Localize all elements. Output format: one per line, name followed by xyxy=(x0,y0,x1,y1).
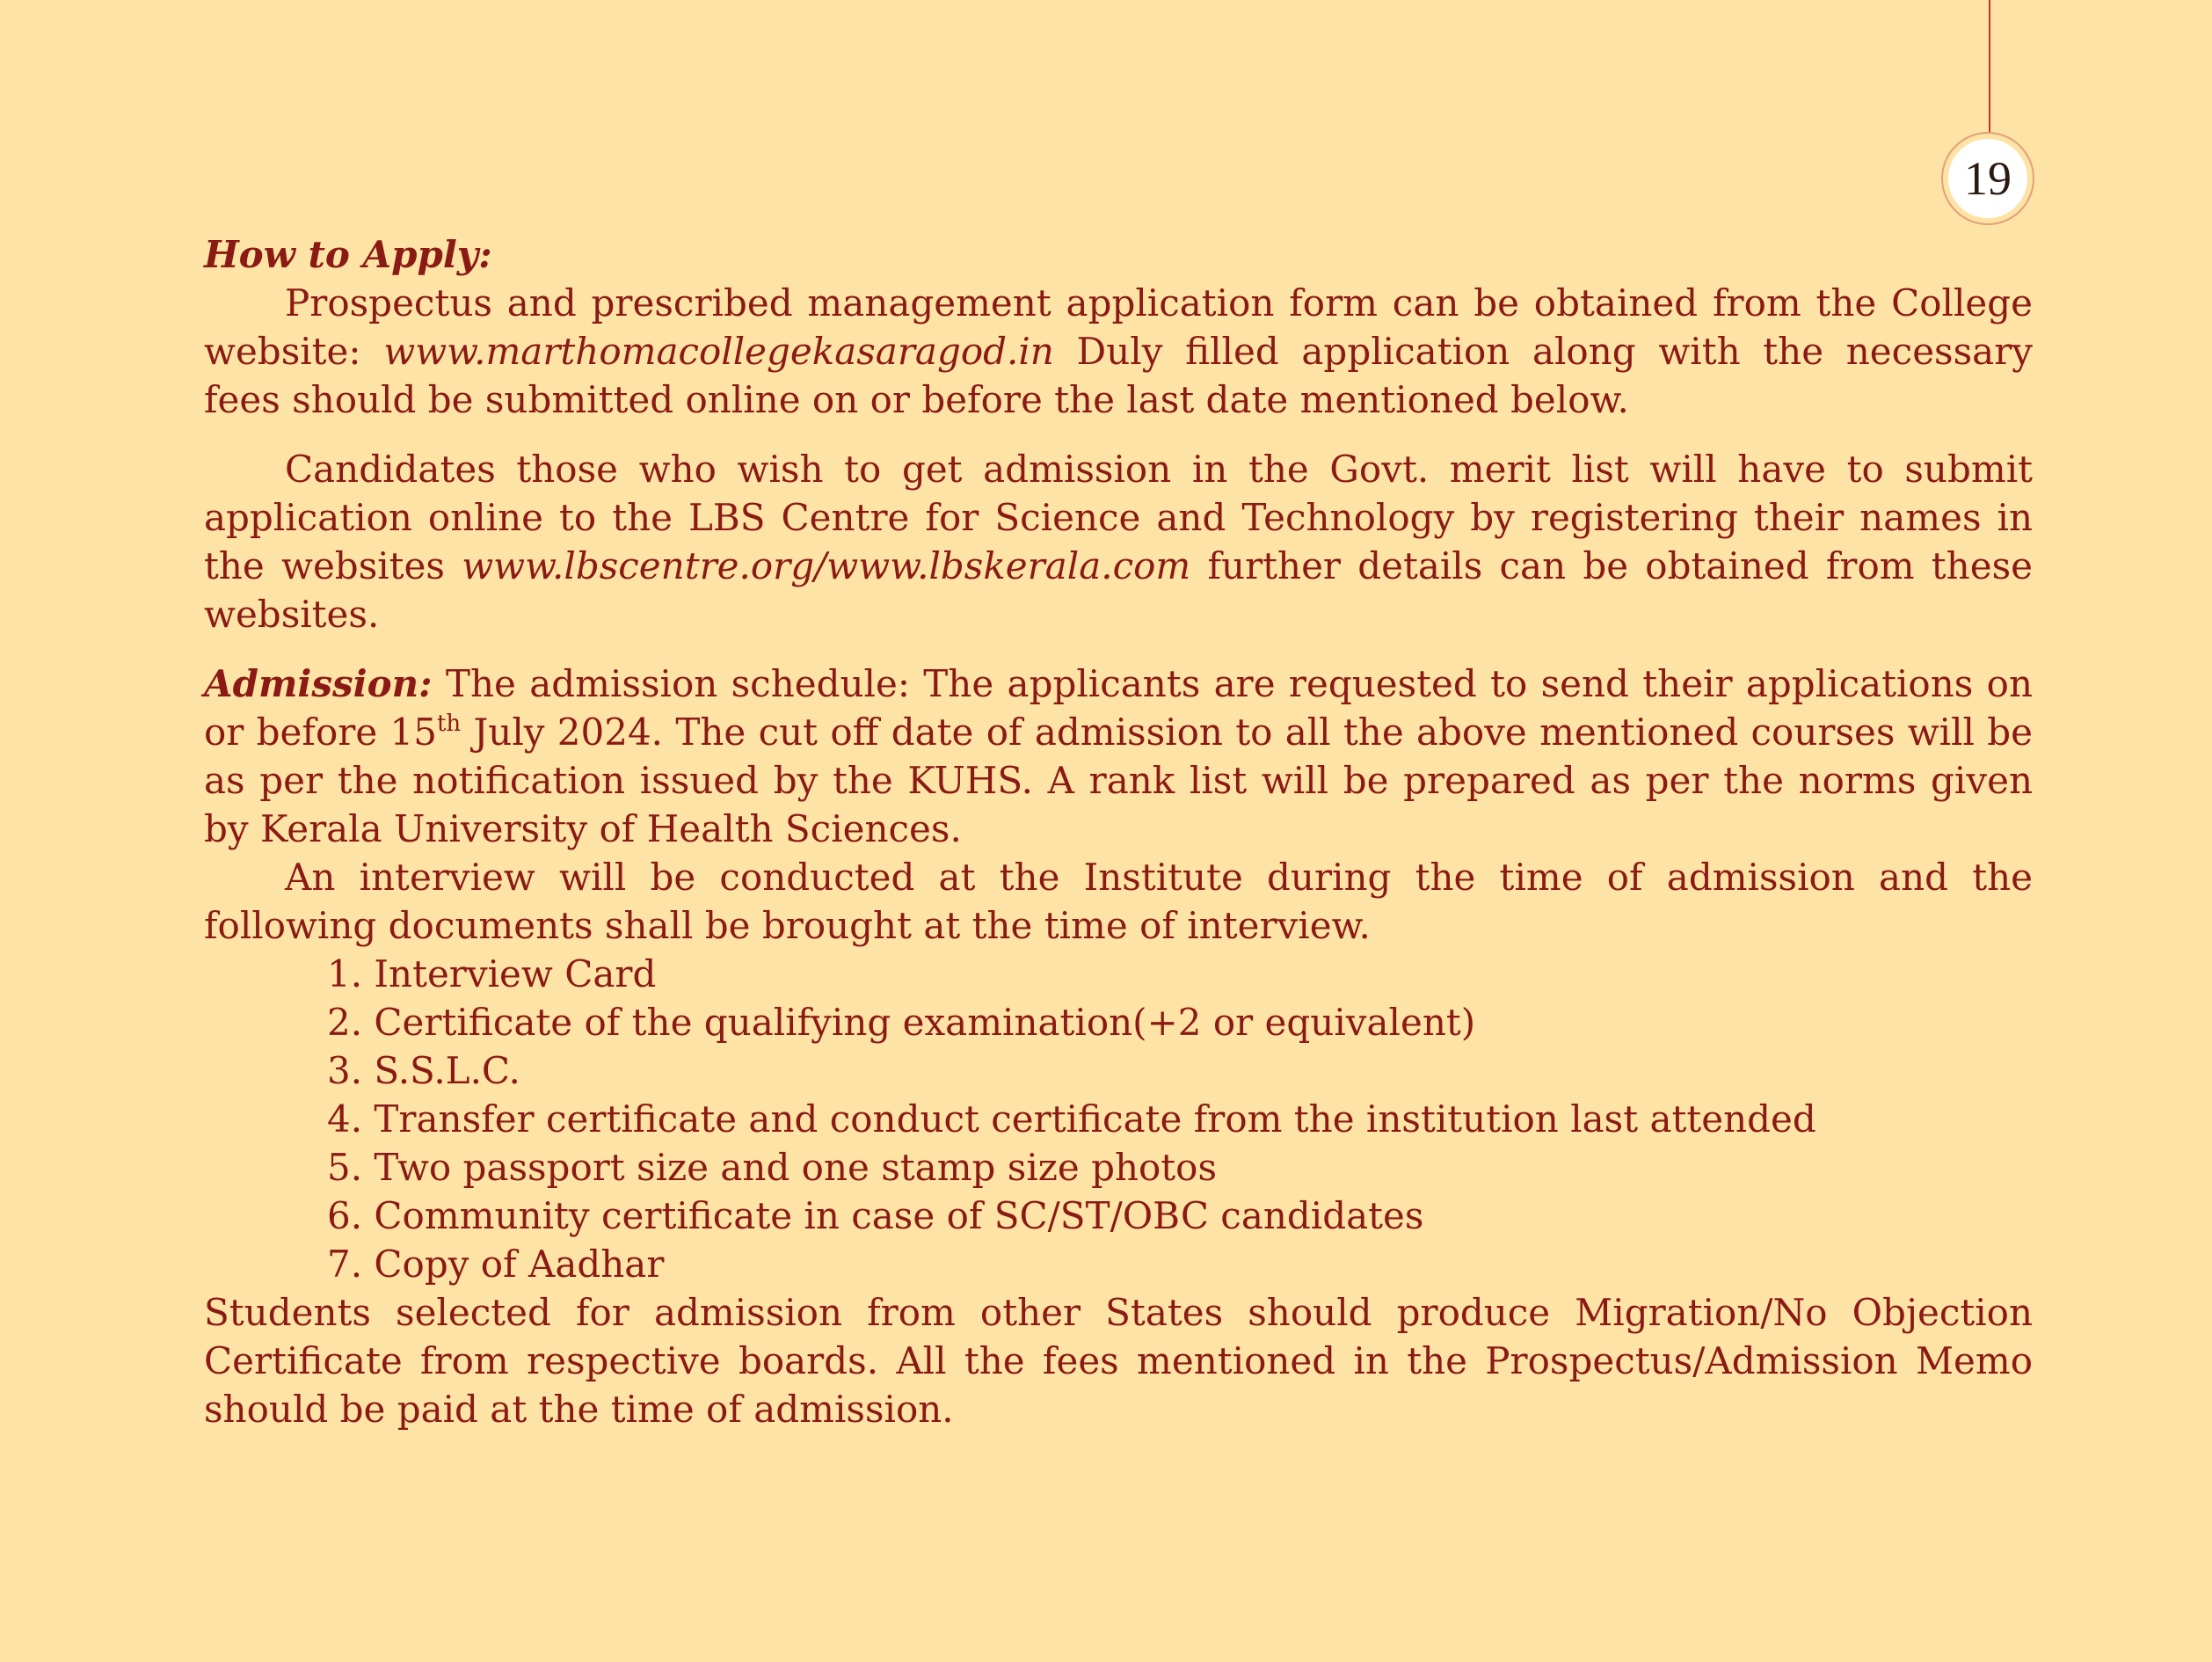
document-item: 6. Community certificate in case of SC/ST/OBC candidates xyxy=(327,1194,1424,1237)
para1-text-before-link: Prospectus and prescribed management application form can be obtained from the College website: xyxy=(204,281,2033,373)
lbs-website-link[interactable]: www.lbscentre.org/www.lbskerala.com xyxy=(462,544,1191,587)
how-to-apply-paragraph-2 xyxy=(204,445,2033,638)
document-body xyxy=(204,230,2033,1433)
document-item: 7. Copy of Aadhar xyxy=(327,1243,665,1286)
required-documents-list xyxy=(204,950,2033,1288)
admission-text-before-date: The admission schedule: The applicants are requested to send their applications on or before 15 xyxy=(204,662,2033,754)
document-item: 5. Two passport size and one stamp size photos xyxy=(327,1146,1218,1189)
document-item: 1. Interview Card xyxy=(327,952,657,995)
admission-heading: Admission: xyxy=(204,662,433,705)
how-to-apply-paragraph-1 xyxy=(204,279,2033,424)
admission-paragraph xyxy=(204,660,2033,853)
document-item: 4. Transfer certificate and conduct certificate from the institution last attended xyxy=(327,1097,1816,1141)
page-number: 19 xyxy=(1964,152,2012,205)
college-website-link[interactable]: www.marthomacollegekasaragod.in xyxy=(383,330,1054,373)
document-item: 3. S.S.L.C. xyxy=(327,1049,520,1092)
para2-text-after-link: further details can be obtained from these websites. xyxy=(204,544,2033,636)
page-number-circle xyxy=(1948,139,2027,218)
page-marker-line xyxy=(1989,0,1990,134)
closing-paragraph: Students selected for admission from other States should produce Migration/No Objection Certificate from respective boards. All the fees mentioned in the Prospectus/Admission Memo should be paid at the time of admission. xyxy=(204,1291,2033,1431)
document-item: 2. Certificate of the qualifying examination(+2 or equivalent) xyxy=(327,1001,1476,1044)
how-to-apply-heading: How to Apply: xyxy=(204,233,492,276)
page-number-badge xyxy=(1941,132,2034,225)
date-superscript: th xyxy=(436,711,462,737)
para2-text-before-link: Candidates those who wish to get admission in the Govt. merit list will have to submit application online to the LBS Centre for Science and Technology by registering their names in the websites xyxy=(204,448,2033,587)
para1-text-after-link: Duly filled application along with the necessary fees should be submitted online on or before the last date mentioned below. xyxy=(204,330,2033,421)
admission-text-after-date: July 2024. The cut off date of admission to all the above mentioned courses will be as per the notification issued by the KUHS. A rank list will be prepared as per the norms given by Kerala University of Health Sciences. xyxy=(204,711,2034,850)
interview-paragraph: An interview will be conducted at the Institute during the time of admission and the following documents shall be brought at the time of interview. xyxy=(204,856,2033,947)
